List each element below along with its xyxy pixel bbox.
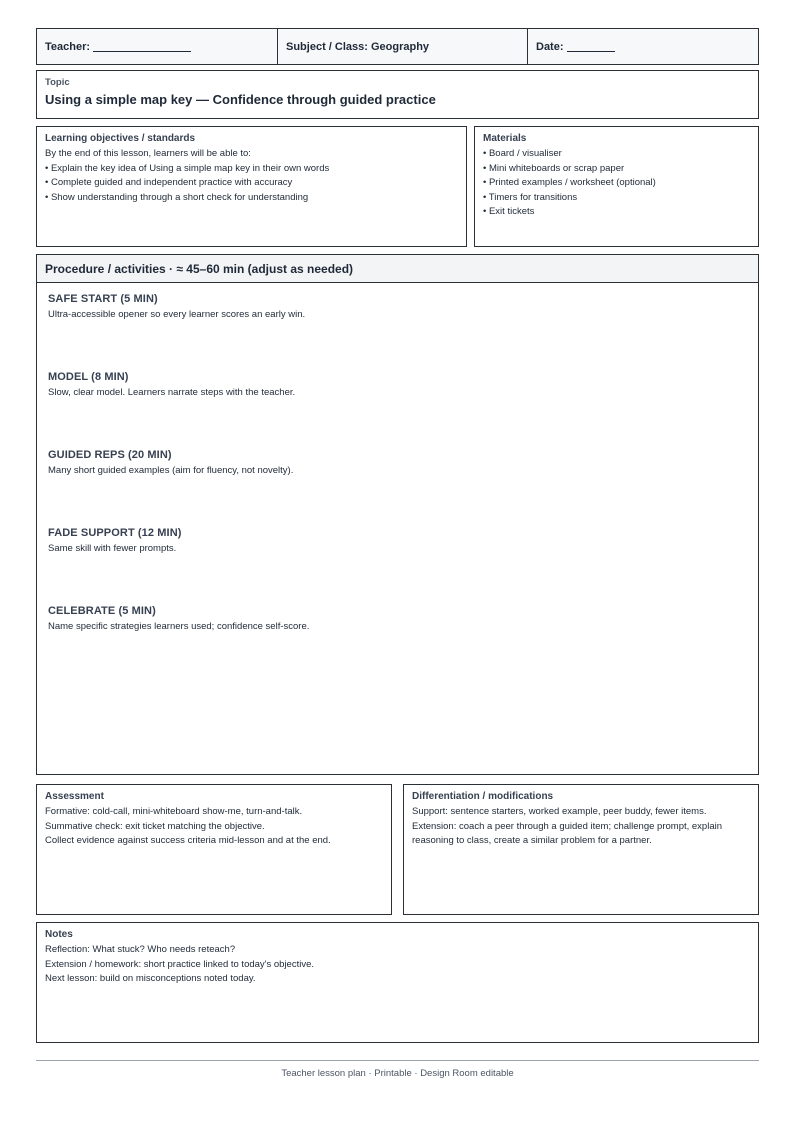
materials-label: Materials: [483, 133, 527, 144]
subject-class-field: [278, 29, 528, 64]
objectives-label: Learning objectives / standards: [45, 133, 196, 144]
objectives-section: [36, 126, 467, 247]
teacher-field[interactable]: [37, 29, 278, 64]
topic-label: Topic: [45, 77, 70, 88]
objectives-line: • Explain the key idea of Using a simple map key in their own words: [45, 162, 330, 174]
stage-description: Many short guided examples (aim for fluency, not novelty).: [48, 465, 294, 476]
stage-title: SAFE START (5 MIN): [48, 293, 158, 305]
objectives-line: • Show understanding through a short check for understanding: [45, 191, 309, 203]
header-row: [36, 28, 759, 65]
teacher-blank-line[interactable]: [93, 41, 191, 52]
differentiation-line: Support: sentence starters, worked example, peer buddy, fewer items.: [412, 806, 707, 817]
materials-item: • Mini whiteboards or scrap paper: [483, 162, 625, 174]
footer-divider: [36, 1060, 759, 1061]
materials-item: • Board / visualiser: [483, 148, 562, 159]
materials-section: [474, 126, 759, 247]
date-label: Date:: [536, 40, 564, 53]
materials-item: • Timers for transitions: [483, 191, 578, 203]
assessment-line: Collect evidence against success criteria mid-lesson and at the end.: [45, 835, 331, 847]
objectives-line: By the end of this lesson, learners will be able to:: [45, 148, 251, 159]
topic-title: Using a simple map key — Confidence through guided practice: [45, 92, 436, 107]
stage-description: Name specific strategies learners used; confidence self-score.: [48, 621, 310, 632]
procedure-section: [36, 254, 759, 775]
differentiation-line: Extension: coach a peer through a guided item; challenge prompt, explain: [412, 820, 723, 832]
notes-line: Reflection: What stuck? Who needs reteach?: [45, 944, 236, 955]
stage-title: GUIDED REPS (20 MIN): [48, 449, 172, 461]
stage-title: MODEL (8 MIN): [48, 371, 129, 383]
assessment-line: Formative: cold-call, mini-whiteboard show-me, turn-and-talk.: [45, 806, 303, 817]
teacher-label: Teacher:: [45, 40, 91, 53]
stage-description: Same skill with fewer prompts.: [48, 543, 177, 554]
stage-title: CELEBRATE (5 MIN): [48, 605, 156, 617]
assessment-section: [36, 784, 392, 915]
stage-description: Ultra-accessible opener so every learner scores an early win.: [48, 309, 306, 320]
stage-fade-support: [48, 527, 182, 554]
differentiation-line: reasoning to class, create a similar problem for a partner.: [412, 835, 652, 847]
page-footer: Teacher lesson plan · Printable · Design Room editable: [281, 1068, 514, 1079]
stage-celebrate: [48, 605, 309, 632]
objectives-line: • Complete guided and independent practice with accuracy: [45, 177, 293, 189]
stage-guided-reps: [48, 449, 293, 476]
differentiation-label: Differentiation / modifications: [412, 791, 554, 802]
notes-label: Notes: [45, 929, 73, 940]
stage-safe-start: [48, 293, 305, 320]
notes-section: [36, 922, 759, 1043]
notes-line: Extension / homework: short practice linked to today's objective.: [45, 958, 315, 970]
procedure-heading: Procedure / activities · ≈ 45–60 min (adjust as needed): [37, 255, 758, 283]
topic-section: [36, 70, 759, 119]
date-field[interactable]: [528, 29, 758, 64]
notes-line: Next lesson: build on misconceptions noted today.: [45, 973, 256, 985]
stage-title: FADE SUPPORT (12 MIN): [48, 527, 182, 539]
subject-class-label: Subject / Class: Geography: [286, 40, 430, 53]
differentiation-section: [403, 784, 759, 915]
stage-description: Slow, clear model. Learners narrate steps with the teacher.: [48, 387, 296, 398]
materials-item: • Exit tickets: [483, 206, 535, 218]
assessment-label: Assessment: [45, 791, 104, 802]
assessment-line: Summative check: exit ticket matching the objective.: [45, 820, 265, 832]
materials-item: • Printed examples / worksheet (optional): [483, 177, 656, 189]
date-blank-line[interactable]: [567, 41, 615, 52]
stage-model: [48, 371, 295, 398]
